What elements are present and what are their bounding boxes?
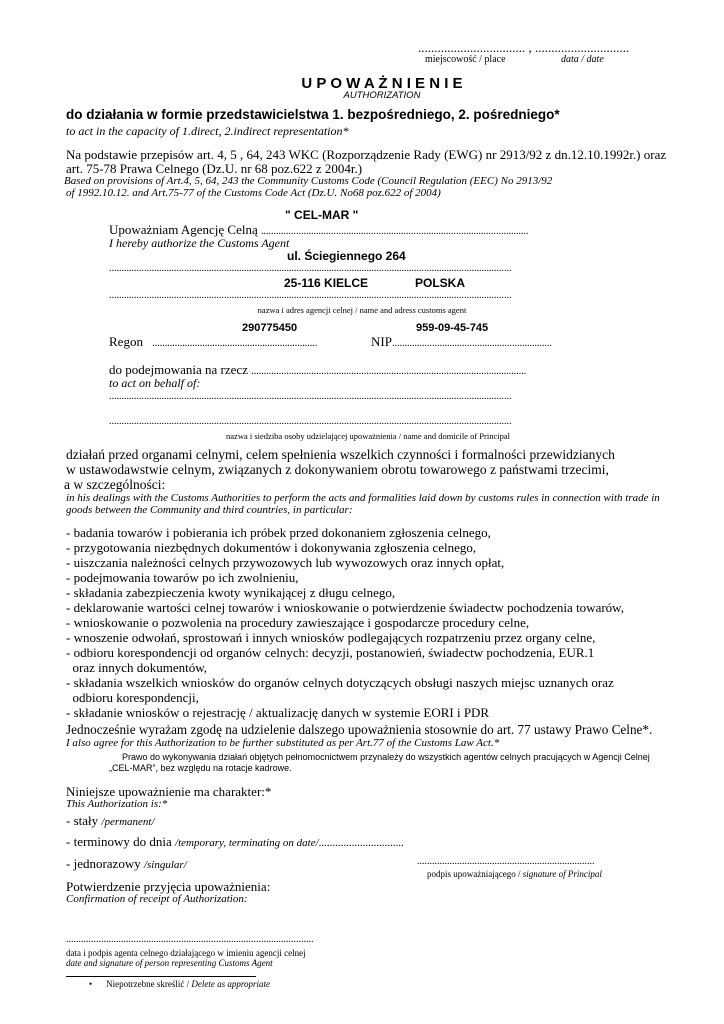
option-permanent-en: /permanent/	[101, 816, 155, 828]
signature-caption-en: signature of Principal	[522, 869, 602, 879]
list-item: - składanie wniosków o rejestrację / aktualizację danych w systemie EORI i PDR	[66, 705, 490, 720]
list-item: - składania wszelkich wniosków do organów celnych dotyczących obsługi naszych miejsc uznanych oraz	[66, 675, 614, 690]
confirmation-signature-field[interactable]: ...................................................................................................	[66, 934, 314, 945]
place-date-field[interactable]: ................................. , .............................	[418, 40, 630, 55]
list-item: odbioru korespondencji,	[66, 690, 199, 705]
footnote	[89, 979, 270, 989]
nip-value: 959-09-45-745	[416, 322, 489, 334]
agent-address-line-2[interactable]: .................................................................................................................................................................	[109, 290, 512, 301]
scope-line-2: w ustawodawstwie celnym, związanych z dokonywaniem obrotu towarowego z państwami trzecimi,	[66, 462, 609, 477]
list-item: - deklarowanie wartości celnej towarów i wnioskowanie o potwierdzenie świadectw pochodzenia towarów,	[66, 600, 624, 615]
agent-country: POLSKA	[415, 276, 466, 290]
place-label: miejscowość / place	[425, 54, 506, 65]
signature-caption-pl: podpis upoważniającego /	[427, 869, 523, 879]
regon-row	[109, 334, 317, 350]
principal-caption: nazwa i siedziba osoby udzielającej upoważnienia / name and domicile of Principal	[226, 431, 510, 441]
option-single-label: - jednorazowy	[66, 856, 144, 871]
authorize-label: Upoważniam Agencję Celną	[109, 222, 258, 237]
rights-note-2: „CEL-MAR”, bez względu na rotacje kadrowe.	[109, 763, 292, 773]
character-label-en: This Authorization is:*	[66, 798, 168, 810]
option-temporary[interactable]	[66, 834, 404, 850]
agent-caption: nazwa i adres agencji celnej / name and adress customs agent	[257, 305, 467, 315]
principal-label: do podejmowania na rzecz	[109, 362, 248, 377]
list-item: oraz innych dokumentów,	[66, 660, 208, 675]
confirmation-caption-en: date and signature of person representing Customs Agent	[66, 958, 273, 968]
consent-line-en: I also agree for this Authorization to be further substituted as per Art.77 of the Customs Law Act.*	[66, 737, 500, 749]
document-subtitle: AUTHORIZATION	[343, 90, 421, 101]
option-temporary-en: /temporary, terminating on date/	[175, 837, 319, 849]
option-single[interactable]	[66, 856, 187, 872]
principal-signature-field[interactable]: .......................................................................	[417, 856, 595, 867]
agent-street: ul. Ściegiennego 264	[287, 249, 406, 263]
principal-signature-caption	[427, 869, 602, 879]
scope-line-3: a w szczególności:	[64, 477, 166, 492]
confirmation-label-en: Confirmation of receipt of Authorization:	[66, 893, 248, 905]
agent-city: 25-116 KIELCE	[284, 276, 369, 290]
date-label: data / date	[561, 54, 604, 65]
list-item: - odbioru korespondencji od organów celnych: decyzji, postanowień, świadectw pochodzenia, EUR.1	[66, 645, 595, 660]
principal-line-2[interactable]: .................................................................................................................................................................	[109, 416, 512, 427]
legal-basis-en-2: of 1992.10.12. and Art.75-77 of the Customs Code Act (Dz.U. No68 poz.622 of 2004)	[66, 187, 441, 199]
document-title: U P O W A Ż N I E N I E	[301, 75, 463, 92]
legal-basis-line-1: Na podstawie przepisów art. 4, 5 , 64, 243 WKC (Rozporządzenie Rady (EWG) nr 2913/92 z dn.12.10.1992r.) oraz	[66, 147, 667, 162]
list-item: - badania towarów i pobierania ich próbek przed dokonaniem zgłoszenia celnego,	[66, 525, 491, 540]
authorize-label-en: I hereby authorize the Customs Agent	[109, 236, 290, 250]
list-item: - składania zabezpieczenia kwoty wynikającej z długu celnego,	[66, 585, 396, 600]
option-temporary-label: - terminowy do dnia	[66, 834, 176, 849]
regon-value: 290775450	[242, 322, 298, 334]
regon-label: Regon	[109, 334, 143, 349]
legal-basis-en-1: Based on provisions of Art.4, 5, 64, 243 the Community Customs Code (Council Regulation (EEC) No 2913/92	[64, 175, 553, 187]
confirmation-caption-pl: data i podpis agenta celnego działającego w imieniu agencji celnej	[66, 948, 306, 958]
footnote-text-en: Delete as appropriate	[191, 979, 271, 989]
list-item: - wnoszenie odwołań, sprostowań i innych wniosków podlegających rozpatrzeniu przez organy celne,	[66, 630, 596, 645]
footnote-text: Niepotrzebne skreślić /	[106, 979, 192, 989]
principal-label-en: to act on behalf of:	[109, 376, 201, 390]
list-item: - podejmowania towarów po ich zwolnieniu,	[66, 570, 299, 585]
footnote-bullet: •	[89, 979, 93, 989]
footnote-divider	[66, 976, 256, 977]
consent-line: Jednocześnie wyrażam zgodę na udzielenie dalszego upoważnienia stosownie do art. 77 ustawy Prawo Celne*.	[66, 722, 653, 737]
scope-line-1: działań przed organami celnymi, celem spełnienia wszelkich czynności i formalności przewidzianych	[66, 447, 615, 462]
option-single-en: /singular/	[143, 859, 187, 871]
agent-address-line-1[interactable]: .................................................................................................................................................................	[109, 263, 512, 274]
principal-line-1[interactable]: .................................................................................................................................................................	[109, 391, 512, 402]
scope-en-2: goods between the Community and third countries, in particular:	[66, 504, 353, 516]
nip-dots[interactable]: ................................................................	[391, 338, 552, 349]
list-item: - wnioskowanie o pozwolenia na procedury zawieszające i gospodarcze procedury celne,	[66, 615, 530, 630]
temporary-date-field[interactable]: ...............................	[318, 837, 404, 849]
principal-dots[interactable]: ..............................................................................................................	[251, 366, 527, 377]
list-item: - uiszczania należności celnych przywozowych lub wywozowych oraz innych opłat,	[66, 555, 505, 570]
legal-basis-line-2: art. 75-78 Prawa Celnego (Dz.U. nr 68 poz.622 z 2004r.)	[66, 161, 363, 176]
scope-en-1: in his dealings with the Customs Authorities to perform the acts and formalities laid down by customs rules in connection with trade in	[66, 492, 660, 504]
confirmation-label: Potwierdzenie przyjęcia upoważnienia:	[66, 879, 271, 894]
option-permanent-label: - stały	[66, 813, 102, 828]
character-label: Niniejsze upoważnienie ma charakter:*	[66, 784, 272, 799]
list-item: - przygotowania niezbędnych dokumentów i dokonywania zgłoszenia celnego,	[66, 540, 477, 555]
authorize-dots[interactable]: ...........................................................................................................	[260, 226, 529, 237]
regon-dots[interactable]: ..................................................................	[152, 338, 318, 349]
representation-line: do działania w formie przedstawicielstwa 1. bezpośredniego, 2. pośredniego*	[66, 107, 560, 122]
option-permanent[interactable]	[66, 813, 155, 829]
representation-line-en: to act in the capacity of 1.direct, 2.indirect representation*	[66, 124, 349, 138]
agent-name: " CEL-MAR "	[285, 208, 359, 222]
rights-note-1: Prawo do wykonywania działań objętych pełnomocnictwem przynależy do wszystkich agentów celnych pracujących w Agencji Celnej	[122, 752, 650, 762]
nip-row	[371, 334, 552, 350]
nip-label: NIP	[371, 334, 392, 349]
